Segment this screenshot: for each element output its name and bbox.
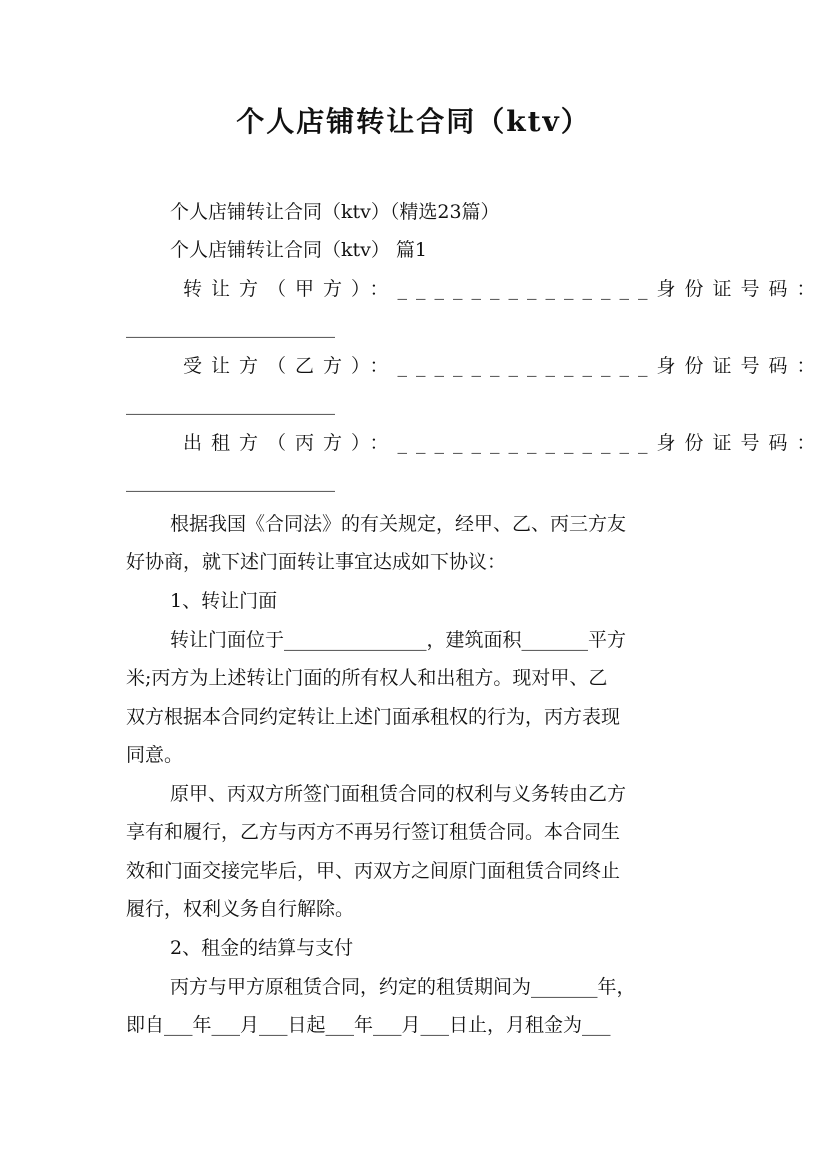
party-b-line: 受让方（乙方）：______________身份证号码： [183,355,825,377]
party-b-id-blank: ______________________ [126,393,335,415]
paragraph-line: 双方根据本合同约定转让上述门面承租权的行为，丙方表现 [126,706,621,728]
paragraph-line: 效和门面交接完毕后，甲、丙双方之间原门面租赁合同终止 [126,860,621,882]
paragraph-line: 原甲、丙双方所签门面租赁合同的权利与义务转由乙方 [170,783,627,805]
paragraph-line: 好协商，就下述门面转让事宜达成如下协议： [126,551,507,573]
paragraph-line: 米;丙方为上述转让门面的所有权人和出租方。现对甲、乙 [126,667,608,689]
paragraph-line: 即自___年___月___日起___年___月___日止，月租金为___ [126,1014,611,1036]
party-a-line: 转让方（甲方）：______________身份证号码： [183,278,825,300]
subtitle-line: 个人店铺转让合同（ktv）（精选23篇） [170,201,500,223]
paragraph-line: 同意。 [126,744,184,766]
party-c-line: 出租方（丙方）：______________身份证号码： [183,432,825,454]
paragraph-line: 丙方与甲方原租赁合同，约定的租赁期间为_______年， [170,976,636,998]
paragraph-line: 转让门面位于_______________，建筑面积_______平方 [170,629,627,651]
party-c-id-blank: ______________________ [126,470,335,492]
party-a-id-blank: ______________________ [126,316,335,338]
document-title: 个人店铺转让合同（ktv） [236,105,591,138]
paragraph-line: 享有和履行，乙方与丙方不再另行签订租赁合同。本合同生 [126,821,621,843]
clause-heading: 1、转让门面 [170,590,278,612]
paragraph-line: 履行，权利义务自行解除。 [126,898,355,920]
clause-heading: 2、租金的结算与支付 [170,937,354,959]
paragraph-line: 根据我国《合同法》的有关规定，经甲、乙、丙三方友 [170,513,627,535]
section-heading: 个人店铺转让合同（ktv） 篇1 [170,239,428,261]
